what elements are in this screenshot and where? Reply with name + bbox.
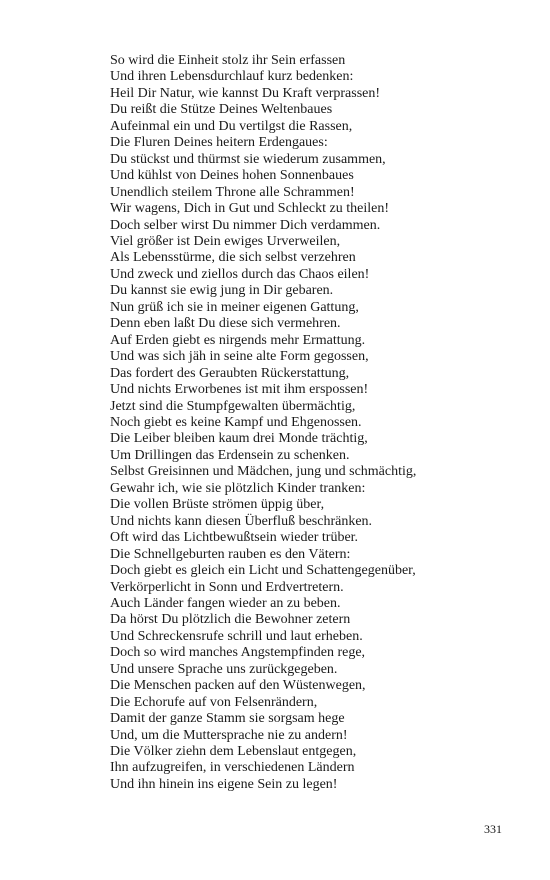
- poem-line: Oft wird das Lichtbewußtsein wieder trüber.: [110, 530, 359, 546]
- poem-line: Die Menschen packen auf den Wüstenwegen,: [110, 678, 366, 694]
- poem-line: Doch giebt es gleich ein Licht und Schattengegenüber,: [110, 563, 416, 579]
- poem-line: Die Völker ziehn dem Lebenslaut entgegen,: [110, 744, 357, 760]
- poem-line: Ihn aufzugreifen, in verschiedenen Ländern: [110, 760, 355, 776]
- poem-line: Die Echorufe auf von Felsenrändern,: [110, 694, 318, 710]
- poem-line: Damit der ganze Stamm sie sorgsam hege: [110, 711, 345, 727]
- poem-line: Denn eben laßt Du diese sich vermehren.: [110, 316, 341, 332]
- poem-line: Du reißt die Stütze Deines Weltenbaues: [110, 102, 333, 118]
- poem-line: Die vollen Brüste strömen üppig über,: [110, 497, 325, 513]
- poem-line: Als Lebensstürme, die sich selbst verzehren: [110, 250, 356, 266]
- poem-line: Selbst Greisinnen und Mädchen, jung und schmächtig,: [110, 464, 417, 480]
- poem-line: Und kühlst von Deines hohen Sonnenbaues: [110, 168, 354, 184]
- poem-text: [110, 53, 530, 793]
- poem-line: Und zweck und ziellos durch das Chaos eilen!: [110, 266, 370, 282]
- poem-line: Die Leiber bleiben kaum drei Monde trächtig,: [110, 431, 368, 447]
- poem-line: Auch Länder fangen wieder an zu beben.: [110, 595, 341, 611]
- poem-line: Die Fluren Deines heitern Erdengaues:: [110, 135, 328, 151]
- poem-line: Und unsere Sprache uns zurückgegeben.: [110, 661, 338, 677]
- poem-line: Und nichts kann diesen Überfluß beschränken.: [110, 513, 373, 529]
- poem-line: Unendlich steilem Throne alle Schrammen!: [110, 184, 355, 200]
- poem-line: Und was sich jäh in seine alte Form gegossen,: [110, 349, 369, 365]
- poem-line: Und ihren Lebensdurchlauf kurz bedenken:: [110, 69, 354, 85]
- poem-line: Noch giebt es keine Kampf und Ehgenossen.: [110, 414, 362, 430]
- poem-line: Heil Dir Natur, wie kannst Du Kraft verprassen!: [110, 85, 381, 101]
- poem-line: Jetzt sind die Stumpfgewalten übermächtig,: [110, 398, 356, 414]
- poem-line: Und nichts Erworbenes ist mit ihm erspossen!: [110, 382, 369, 398]
- poem-line: Doch so wird manches Angstempfinden rege,: [110, 645, 366, 661]
- poem-line: Die Schnellgeburten rauben es den Vätern:: [110, 546, 351, 562]
- poem-line: Viel größer ist Dein ewiges Urverweilen,: [110, 233, 341, 249]
- poem-line: Du stückst und thürmst sie wiederum zusammen,: [110, 151, 386, 167]
- poem-line: Doch selber wirst Du nimmer Dich verdammen.: [110, 217, 381, 233]
- poem-line: Du kannst sie ewig jung in Dir gebaren.: [110, 283, 334, 299]
- poem-line: Auf Erden giebt es nirgends mehr Ermattung.: [110, 332, 366, 348]
- poem-line: Und ihn hinein ins eigene Sein zu legen!: [110, 776, 338, 792]
- poem-line: Und Schreckensrufe schrill und laut erheben.: [110, 628, 363, 644]
- poem-line: Wir wagens, Dich in Gut und Schleckt zu theilen!: [110, 201, 389, 217]
- poem-line: Das fordert des Geraubten Rückerstattung,: [110, 365, 350, 381]
- poem-line: Verkörperlicht in Sonn und Erdvertretern.: [110, 579, 344, 595]
- page-number: 331: [484, 822, 502, 836]
- poem-line: Da hörst Du plötzlich die Bewohner zetern: [110, 612, 351, 628]
- poem-line: So wird die Einheit stolz ihr Sein erfassen: [110, 53, 346, 68]
- poem-line: Und, um die Muttersprache nie zu andern!: [110, 727, 348, 743]
- poem-line: Um Drillingen das Erdensein zu schenken.: [110, 447, 350, 463]
- poem-line: Aufeinmal ein und Du vertilgst die Rassen,: [110, 118, 353, 134]
- poem-line: Nun grüß ich sie in meiner eigenen Gattung,: [110, 299, 359, 315]
- poem-line: Gewahr ich, wie sie plötzlich Kinder tranken:: [110, 480, 366, 496]
